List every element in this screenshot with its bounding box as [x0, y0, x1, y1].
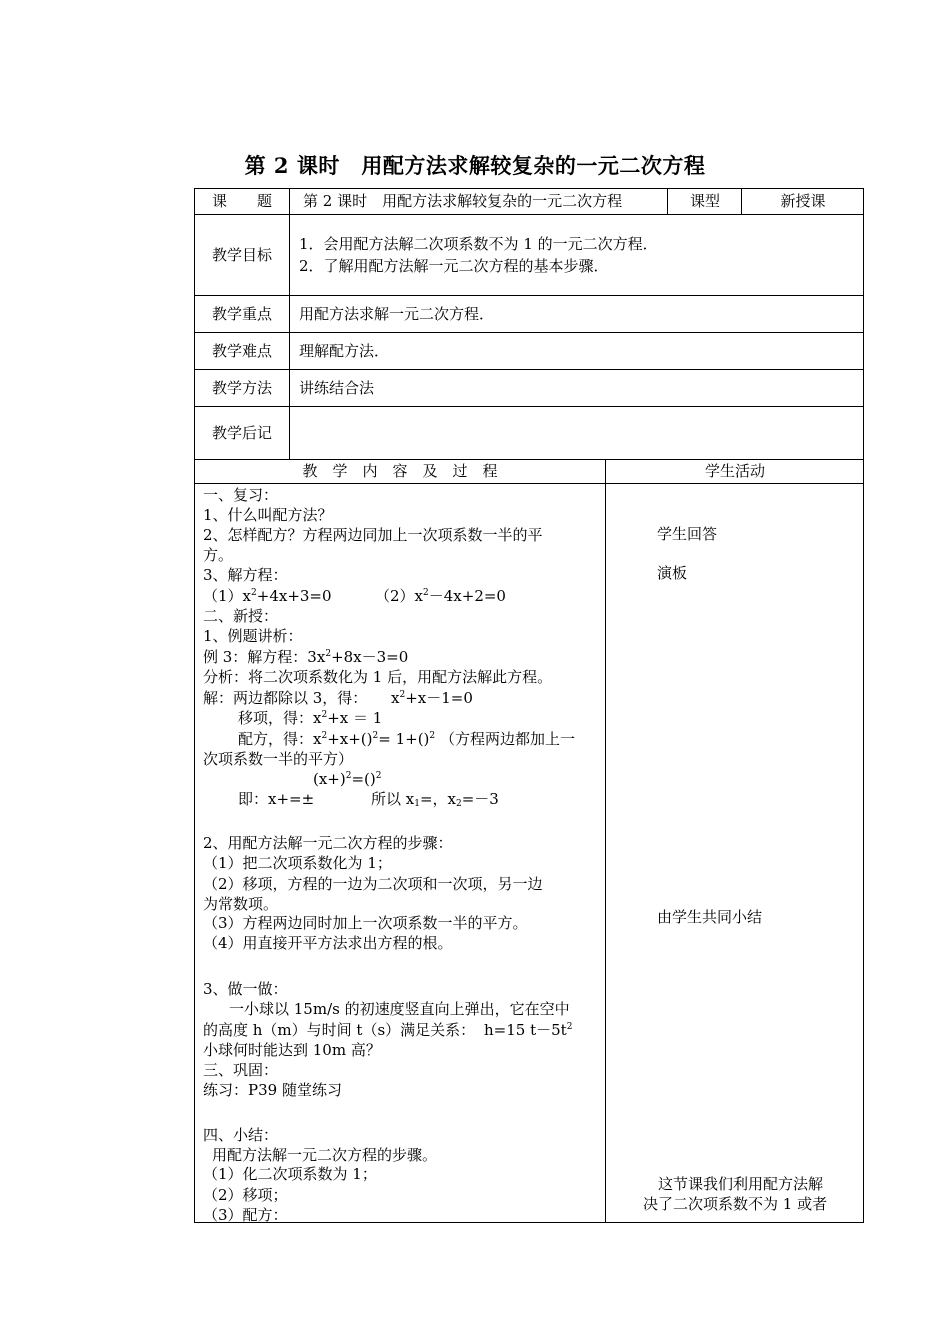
result-line: 即：x+=± — [238, 790, 315, 808]
equation-2: $(2)x^2-4x+2=0$ — [375, 587, 506, 605]
notes-label: 教学后记 — [211, 424, 272, 442]
method-label: 教学方法 — [211, 379, 272, 397]
complete-square-note-cont: 次项系数一半的平方） — [203, 750, 354, 768]
step-2-line1: （2）移项，方程的一边为二次项和一次项，另一边 — [203, 875, 543, 893]
step-4: （4）用直接开平方法求出方程的根。 — [203, 934, 453, 952]
try-line1: 一小球以 15m/s 的初速度竖直向上弹出，它在空中 — [229, 1000, 570, 1018]
activity-closing-line1: 这节课我们利用配方法解 — [658, 1175, 824, 1193]
summary-step-2: （2）移项； — [203, 1186, 288, 1204]
key-label: 教学重点 — [211, 305, 272, 323]
activity-closing-line2: 决了二次项系数不为 1 或者 — [643, 1195, 828, 1213]
practice: 练习：P39 随堂练习 — [203, 1081, 342, 1099]
move-step: 移项，得：$x^2+x = 1$ — [238, 709, 383, 727]
review-title: 一、复习： — [203, 486, 279, 504]
goal-1: 1．会用配方法解二次项系数不为 1 的一元二次方程． — [299, 235, 658, 253]
difficulty-value: 理解配方法． — [299, 342, 390, 360]
header-table — [194, 188, 864, 460]
review-q2-line1: 2、怎样配方？方程两边同加上一次项系数一半的平 — [203, 526, 543, 544]
summary-step-1: （1）化二次项系数为 1； — [203, 1165, 377, 1183]
solution-line: 解：两边都除以 3，得： — [203, 689, 368, 707]
goal-2: 2．了解用配方法解一元二次方程的基本步骤． — [299, 257, 609, 275]
equation-1: $(1)x^2+4x+3=0$ — [203, 587, 332, 605]
steps-title: 2、用配方法解一元二次方程的步骤： — [203, 834, 453, 852]
review-q2-line2: 方。 — [203, 546, 234, 564]
solution-equation: $x^2+x-1=0$ — [391, 689, 473, 707]
activity-summarize: 由学生共同小结 — [657, 908, 763, 926]
new-title: 二、新授： — [203, 607, 279, 625]
page-title: 第 2 课时 用配方法求解较复杂的一元二次方程 — [244, 153, 706, 178]
summary-title: 四、小结： — [203, 1126, 279, 1144]
type-label: 课型 — [689, 192, 720, 210]
activity-header: 学生活动 — [704, 462, 765, 480]
summary-intro: 用配方法解一元二次方程的步骤。 — [212, 1146, 438, 1164]
square-form: $(x+)^2=()^2$ — [313, 770, 382, 788]
activity-board: 演板 — [657, 564, 688, 582]
goals-label: 教学目标 — [211, 246, 272, 264]
difficulty-label: 教学难点 — [211, 342, 272, 360]
consolidate-title: 三、巩固： — [203, 1061, 279, 1079]
try-line2: 的高度 h（m）与时间 t（s）满足关系： — [203, 1021, 476, 1039]
example-title: 1、例题讲析： — [203, 627, 303, 645]
summary-step-3: （3）配方： — [203, 1206, 288, 1224]
topic-value: 第 2 课时 用配方法求解较复杂的一元二次方程 — [303, 192, 623, 210]
result-roots: 所以 $x_1=$，$x_2=-3$ — [371, 790, 499, 809]
topic-label: 课 题 — [211, 192, 272, 210]
complete-square-step: 配方，得：$x^2+x+()^2= 1+()^2$ — [238, 730, 436, 748]
try-line3: 小球何时能达到 10m 高？ — [203, 1041, 381, 1059]
analysis: 分析：将二次项系数化为 1 后，用配方法解此方程。 — [203, 668, 553, 686]
activity-answer: 学生回答 — [657, 525, 718, 543]
review-q3: 3、解方程： — [203, 566, 288, 584]
content-header: 教 学 内 容 及 过 程 — [302, 462, 498, 480]
review-q1: 1、什么叫配方法？ — [203, 506, 333, 524]
try-title: 3、做一做： — [203, 980, 288, 998]
try-formula: h=15 $t-5t^2$ — [484, 1021, 573, 1039]
method-value: 讲练结合法 — [299, 379, 375, 397]
step-1: （1）把二次项系数化为 1； — [203, 854, 392, 872]
key-value: 用配方法求解一元二次方程． — [299, 305, 495, 323]
type-value: 新授课 — [780, 192, 826, 210]
step-2-line2: 为常数项。 — [203, 895, 279, 913]
example-3: 例 3：解方程：$3x^2+8x-3=0$ — [203, 648, 409, 666]
complete-square-note: （方程两边都加上一 — [440, 730, 576, 748]
step-3: （3）方程两边同时加上一次项系数一半的平方。 — [203, 914, 528, 932]
